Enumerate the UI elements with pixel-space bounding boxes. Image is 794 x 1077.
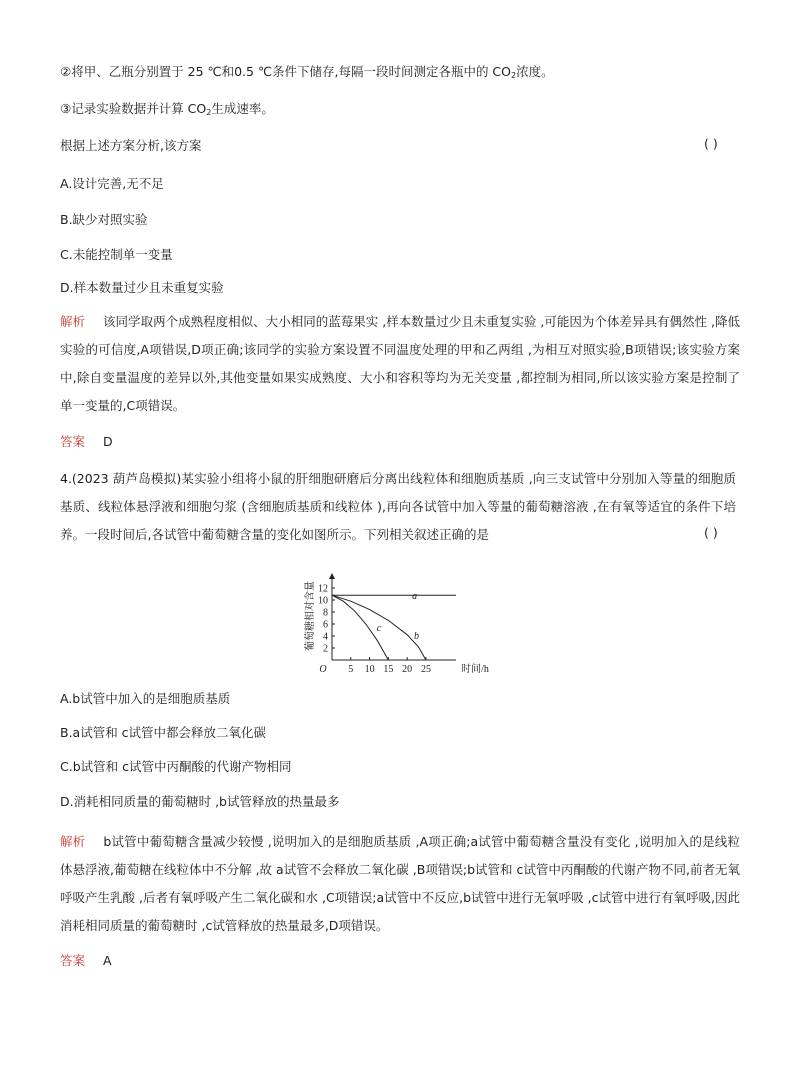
x-tick-label-3: 20 [402,664,413,675]
q4-stem: 4.(2023 葫芦岛模拟)某实验小组将小鼠的肝细胞研磨后分离出线粒体和细胞质基质 ,向三支试管中分别加入等量的细胞质基质、线粒体悬浮液和细胞匀浆 (含细胞质基质和线粒体 ),再向各试管中加入等量的葡萄糖溶液 ,在有氧等适宜的条件下培养。一段时间后,各试管中葡萄糖含量的变化如图所示。下列相关叙述正确的是 [60,471,736,542]
x-axis-label: 时间/h [461,664,489,675]
q4-analysis [60,828,740,940]
q4-analysis-label: 解析 [60,834,86,849]
q4-option-d[interactable]: D.消耗相同质量的葡萄糖时 ,b试管释放的热量最多 [60,794,340,809]
y-tick-label-0: 2 [323,643,328,655]
series-label-a: a [412,590,418,602]
q3-option-b[interactable]: B.缺少对照实验 [60,212,148,227]
q4-answer-label: 答案 [60,953,86,968]
q3-option-c[interactable]: C.未能控制单一变量 [60,247,173,262]
q3-answer-label: 答案 [60,434,86,449]
x-tick-label-2: 15 [383,664,394,675]
q4-answer-blank: ( ) [704,525,718,540]
q3-option-a[interactable]: A.设计完善,无不足 [60,176,164,191]
y-axis-label: 葡萄糖相对含量 [305,581,316,651]
y-tick-label-4: 10 [318,595,328,607]
q3-answer-value: D [103,434,113,449]
y-tick-label-2: 6 [323,619,328,631]
y-tick-label-1: 4 [323,631,328,643]
x-tick-label-0: 5 [348,664,354,675]
q4-answer-value: A [103,953,112,968]
x-tick-label-1: 10 [364,664,375,675]
q4-option-b[interactable]: B.a试管和 c试管中都会释放二氧化碳 [60,725,267,740]
q3-option-d[interactable]: D.样本数量过少且未重复实验 [60,280,224,295]
x-tick-label-4: 25 [420,664,431,675]
q3-stem: 根据上述方案分析,该方案 [60,138,202,153]
series-label-b: b [414,631,420,642]
q4-option-a[interactable]: A.b试管中加入的是细胞质基质 [60,691,231,706]
y-tick-label-3: 8 [323,607,328,619]
series-label-c: c [376,623,382,635]
origin-label: O [319,664,327,675]
q3-answer-blank: ( ) [704,136,718,151]
q3-step-2: ②将甲、乙瓶分别置于 25 ℃和0.5 ℃条件下储存,每隔一段时间测定各瓶中的 $CO_2$浓度。 [60,64,554,80]
q4-analysis-text: b试管中葡萄糖含量减少较慢 ,说明加入的是细胞质基质 ,A项正确;a试管中葡萄糖含量没有变化 ,说明加入的是线粒体悬浮液,葡萄糖在线粒体中不分解 ,故 a试管不会释放二氧化碳 ,B项错误;b试管和 c试管中丙酮酸的代谢产物不同,前者无氧呼吸产生乳酸 ,后者有氧呼吸产生二氧化碳和水 ,C项错误;a试管中不反应,b试管中进行无氧呼吸 ,c试管中进行有氧呼吸,因此消耗相同质量的葡萄糖时 ,c试管释放的热量最多,D项错误。 [60,834,740,933]
glucose-chart [296,568,496,676]
q3-analysis [60,308,740,420]
q3-step-3: ③记录实验数据并计算 $CO_2$生成速率。 [60,101,274,117]
y-tick-label-5: 12 [318,583,328,595]
q3-analysis-text: 该同学取两个成熟程度相似、大小相同的蓝莓果实 ,样本数量过少且未重复实验 ,可能因为个体差异具有偶然性 ,降低实验的可信度,A项错误,D项正确;该同学的实验方案设置不同温度处理的甲和乙两组 ,为相互对照实验,B项错误;该实验方案中,除自变量温度的差异以外,其他变量如果实成熟度、大小和容积等均为无关变量 ,都控制为相同,所以该实验方案是控制了单一变量的,C项错误。 [60,314,740,413]
q3-answer [60,432,113,450]
q4-option-c[interactable]: C.b试管和 c试管中丙酮酸的代谢产物相同 [60,759,292,774]
q4-answer [60,951,112,969]
q3-analysis-label: 解析 [60,314,86,329]
